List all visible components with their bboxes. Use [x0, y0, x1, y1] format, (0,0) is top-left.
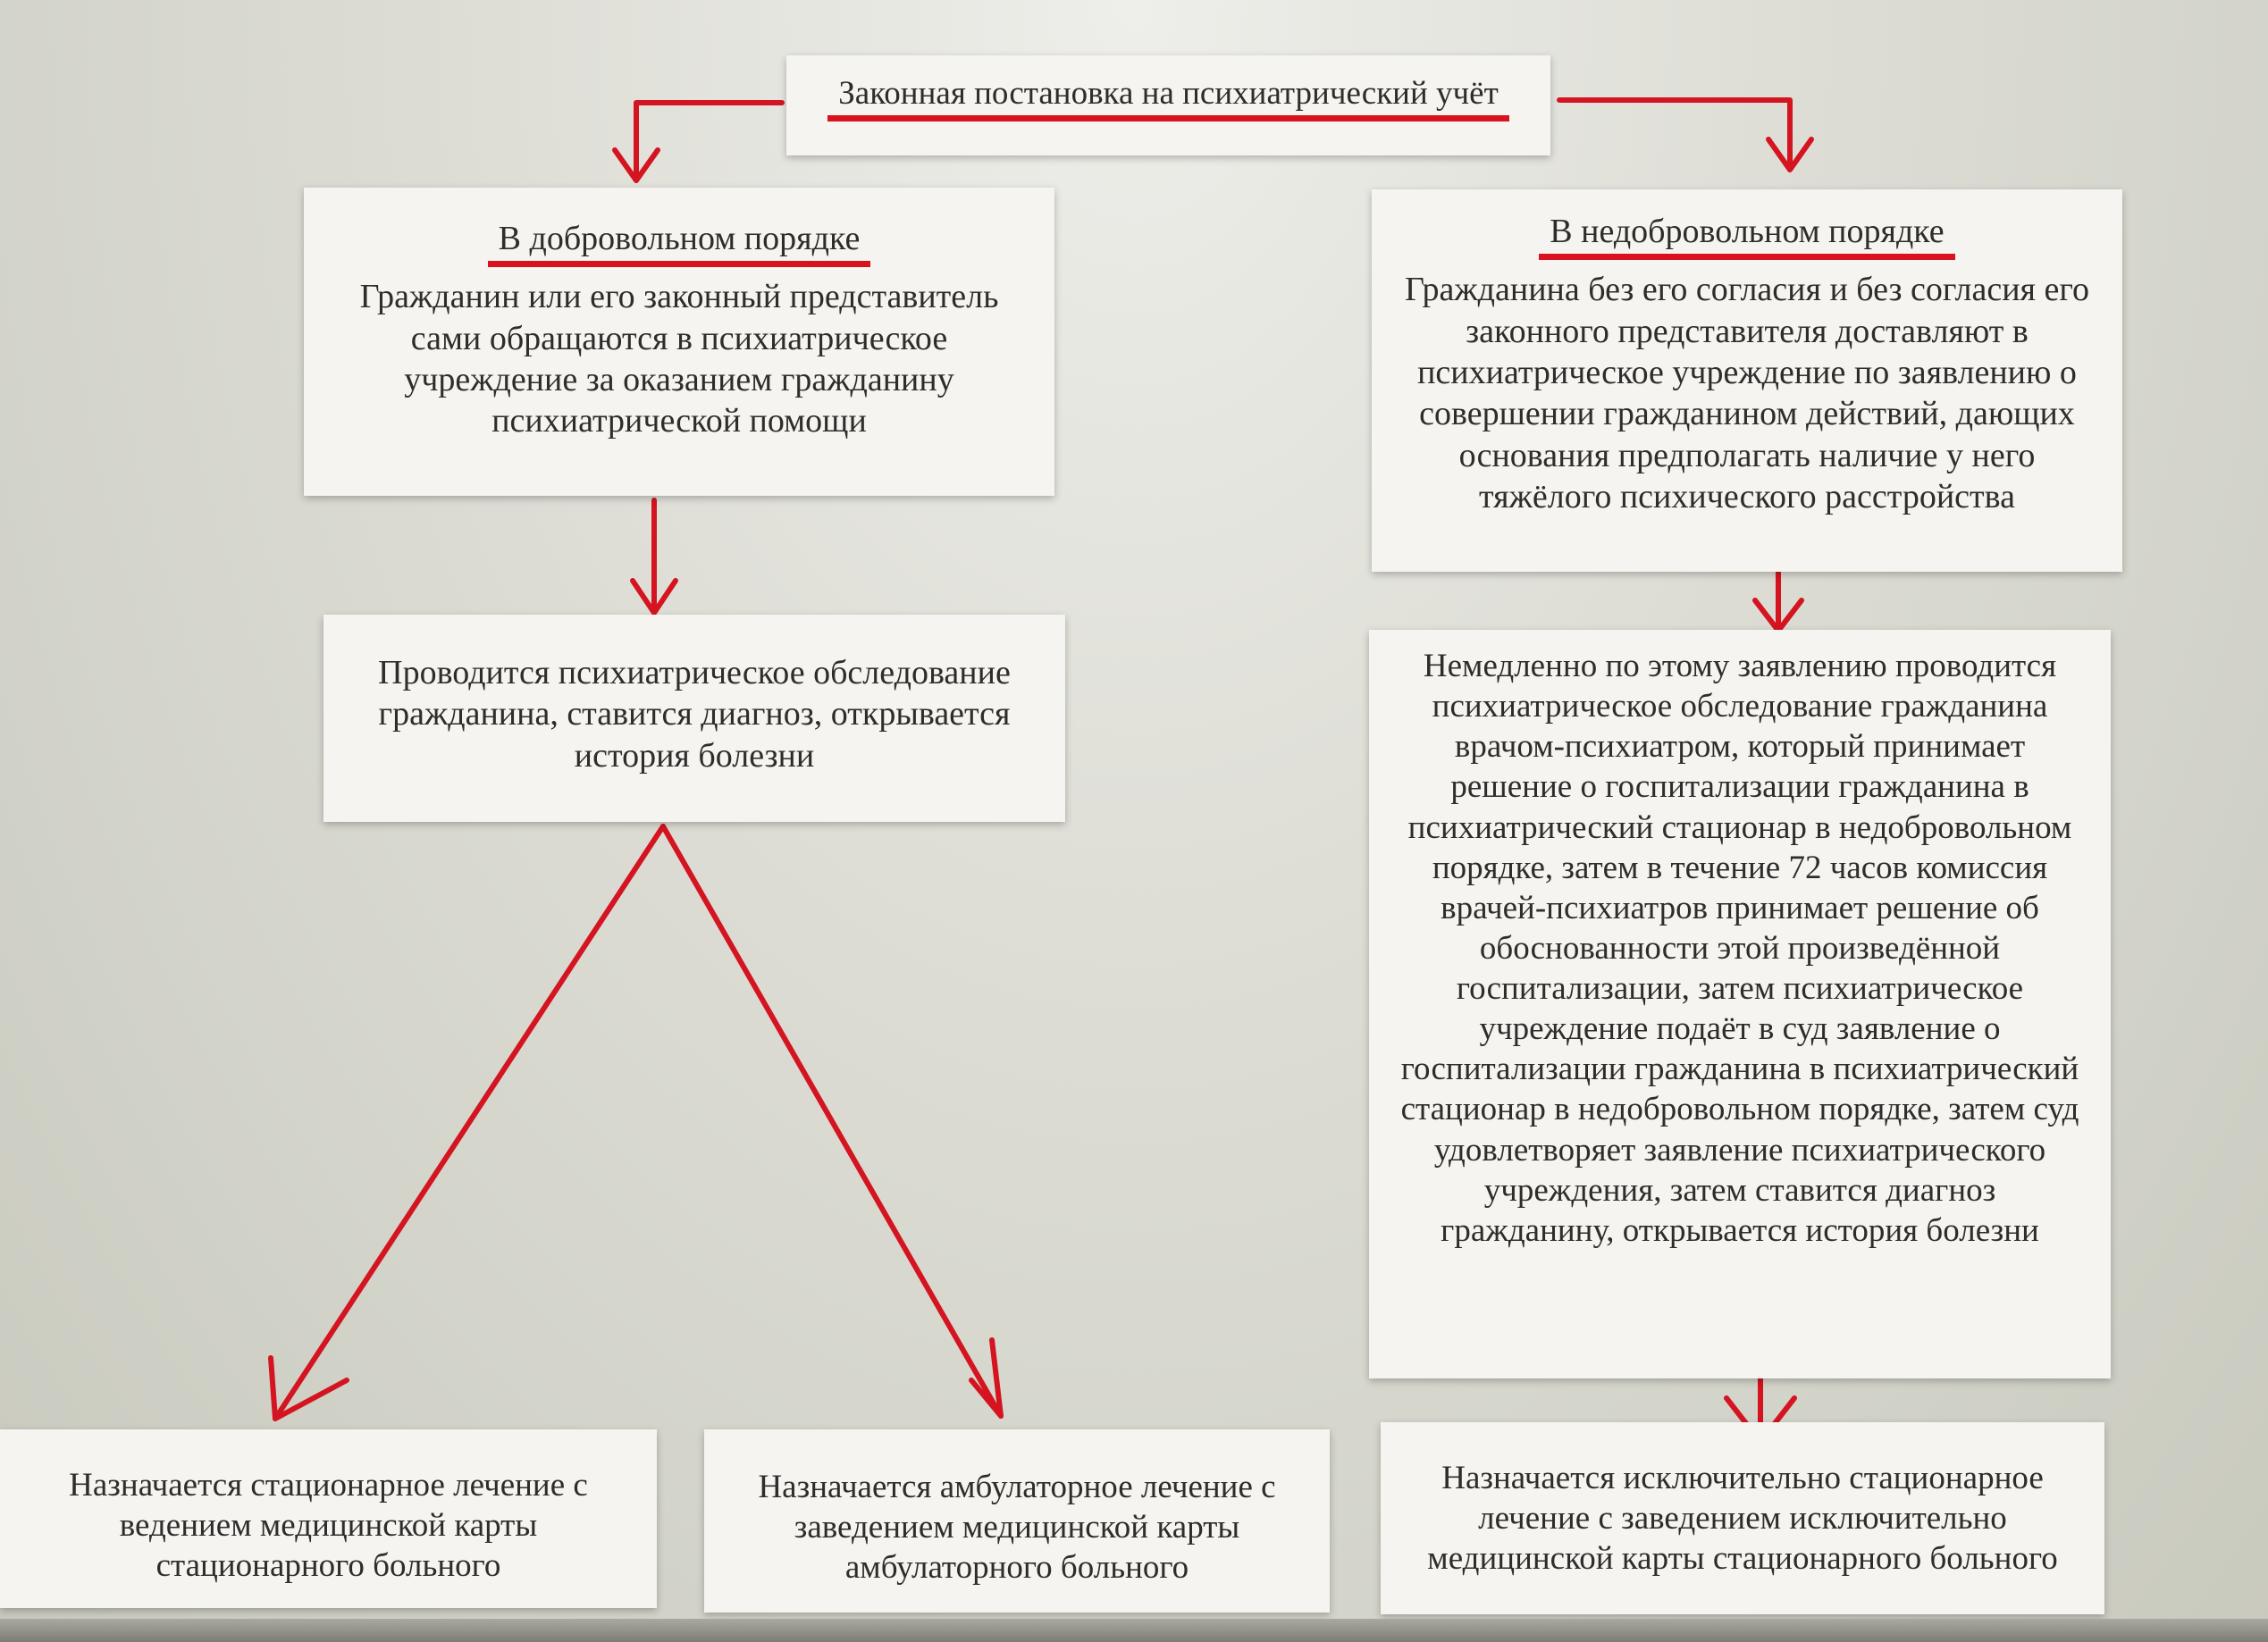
root-title: Законная постановка на психиатрический учёт: [827, 73, 1508, 121]
board-bottom-edge: [0, 1619, 2268, 1642]
involuntary-exam-node: [1369, 630, 2111, 1378]
voluntary-node: [304, 188, 1054, 496]
inpatient-only-node: [1381, 1422, 2104, 1614]
inpatient-node: [0, 1429, 657, 1608]
involuntary-node: [1372, 189, 2122, 572]
voluntary-title: В добровольном порядке: [488, 218, 871, 267]
arrow-root-to-voluntary: [636, 103, 782, 179]
inpatient-body: Назначается стационарное лечение с ведением медицинской карты стационарного больного: [69, 1467, 588, 1585]
arrow-root-to-involuntary: [1559, 100, 1790, 168]
arrow-exam-to-outpatient: [663, 826, 1001, 1416]
arrow-exam-to-inpatient: [275, 826, 663, 1419]
exam-body: Проводится психиатрическое обследование гражданина, ставится диагноз, открывается история болезни: [378, 654, 1011, 775]
voluntary-body: Гражданин или его законный представитель сами обращаются в психиатрическое учреждение за оказанием гражданину психиатрической помощи: [359, 278, 999, 440]
exam-node: [323, 615, 1065, 822]
involuntary-title: В недобровольном порядке: [1539, 211, 1954, 260]
outpatient-node: [704, 1429, 1330, 1613]
outpatient-body: Назначается амбулаторное лечение с заведением медицинской карты амбулаторного больного: [758, 1469, 1276, 1587]
inpatient-only-body: Назначается исключительно стационарное лечение с заведением исключительно медицинской карты стационарного больного: [1427, 1460, 2058, 1578]
root-node: [786, 55, 1550, 155]
involuntary-body: Гражданина без его согласия и без согласия его законного представителя доставляют в психиатрическое учреждение по заявлению о совершении гражданином действий, дающих основания предполагать наличие у него тяжёлого психического расстройства: [1404, 271, 2090, 516]
involuntary-exam-body: Немедленно по этому заявлению проводится психиатрическое обследование гражданина врачом-психиатром, который принимает решение о госпитализации гражданина в психиатрический стационар в недобровольном порядке, затем в течение 72 часов комиссия врачей-психиатров принимает решение об обоснованности этой произведённой госпитализации, затем психиатрическое учреждение подаёт в суд заявление о госпитализации гражданина в психиатрический стационар в недобровольном порядке, затем суд удовлетворяет заявление психиатрического учреждения, затем ставится диагноз гражданину, открывается история болезни: [1400, 648, 2079, 1249]
